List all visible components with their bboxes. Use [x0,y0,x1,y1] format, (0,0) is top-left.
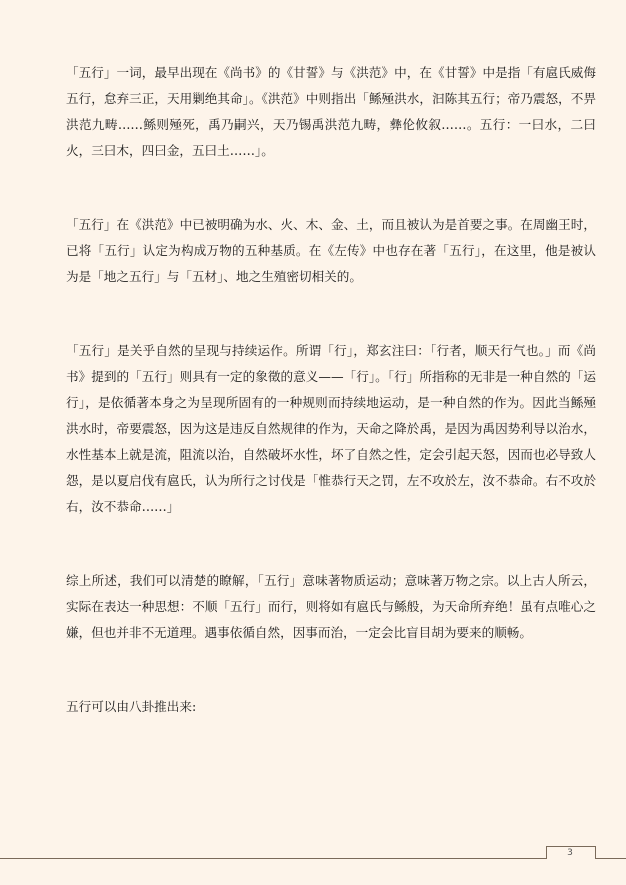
paragraph-2-text: 「五行」在《洪范》中已被明确为水、火、木、金、土，而且被认为是首要之事。在周幽王时，已将「五行」认定为构成万物的五种基质。在《左传》中也存在著「五行」，在这里，他是被认为是「地之五行」与「五材」、地之生殖密切相关的。 [66,217,596,284]
paragraph-5 [66,694,596,720]
paragraph-3-text: 「五行」是关乎自然的呈现与持续运作。所谓「行」，郑玄注曰：「行者，顺天行气也。」而《尚书》提到的「五行」则具有一定的象徵的意义——「行」。「行」所指称的无非是一种自然的「运行」，是依循著本身之为呈现所固有的一种规则而持续地运动，是一种自然的作为。因此当鲧殛洪水时，帝要震怒，因为这是违反自然规律的作为，天命之降於禹，是因为禹因势利导以治水，水性基本上就是流，阻流以治，自然破坏水性，坏了自然之性，定会引起天怒，因而也必导致人怨，是以夏启伐有扈氏，认为所行之讨伐是「惟恭行天之罚，左不攻於左，汝不恭命。右不攻於右，汝不恭命……」 [66,343,596,514]
paragraph-1 [66,34,596,164]
footer-divider [0,858,626,859]
paragraph-3 [66,338,596,520]
paragraph-1-text: 「五行」一词，最早出现在《尚书》的《甘誓》与《洪范》中，在《甘誓》中是指「有扈氏威侮五行，怠弃三正，天用剿绝其命」。《洪范》中则指出「鲧殛洪水，汩陈其五行；帝乃震怒，不畀洪范九畴……鲧则殛死，禹乃嗣兴，天乃锡禹洪范九畴，彝伦攸叙……。五行：一曰水，二曰火，三曰木，四曰金，五曰土……」。 [66,65,596,158]
page-number: 3 [567,848,573,858]
paragraph-4-text: 综上所述，我们可以清楚的瞭解，「五行」意味著物质运动；意味著万物之宗。以上古人所云，实际在表达一种思想：不顺「五行」而行，则将如有扈氏与鲧般，为天命所弃绝！虽有点唯心之嫌，但也并非不无道理。遇事依循自然，因事而治，一定会比盲目胡为要来的顺畅。 [66,573,596,640]
paragraph-5-text: 五行可以由八卦推出来: [66,699,197,714]
paragraph-4 [66,568,596,646]
page-body [66,34,596,720]
paragraph-2 [66,212,596,290]
